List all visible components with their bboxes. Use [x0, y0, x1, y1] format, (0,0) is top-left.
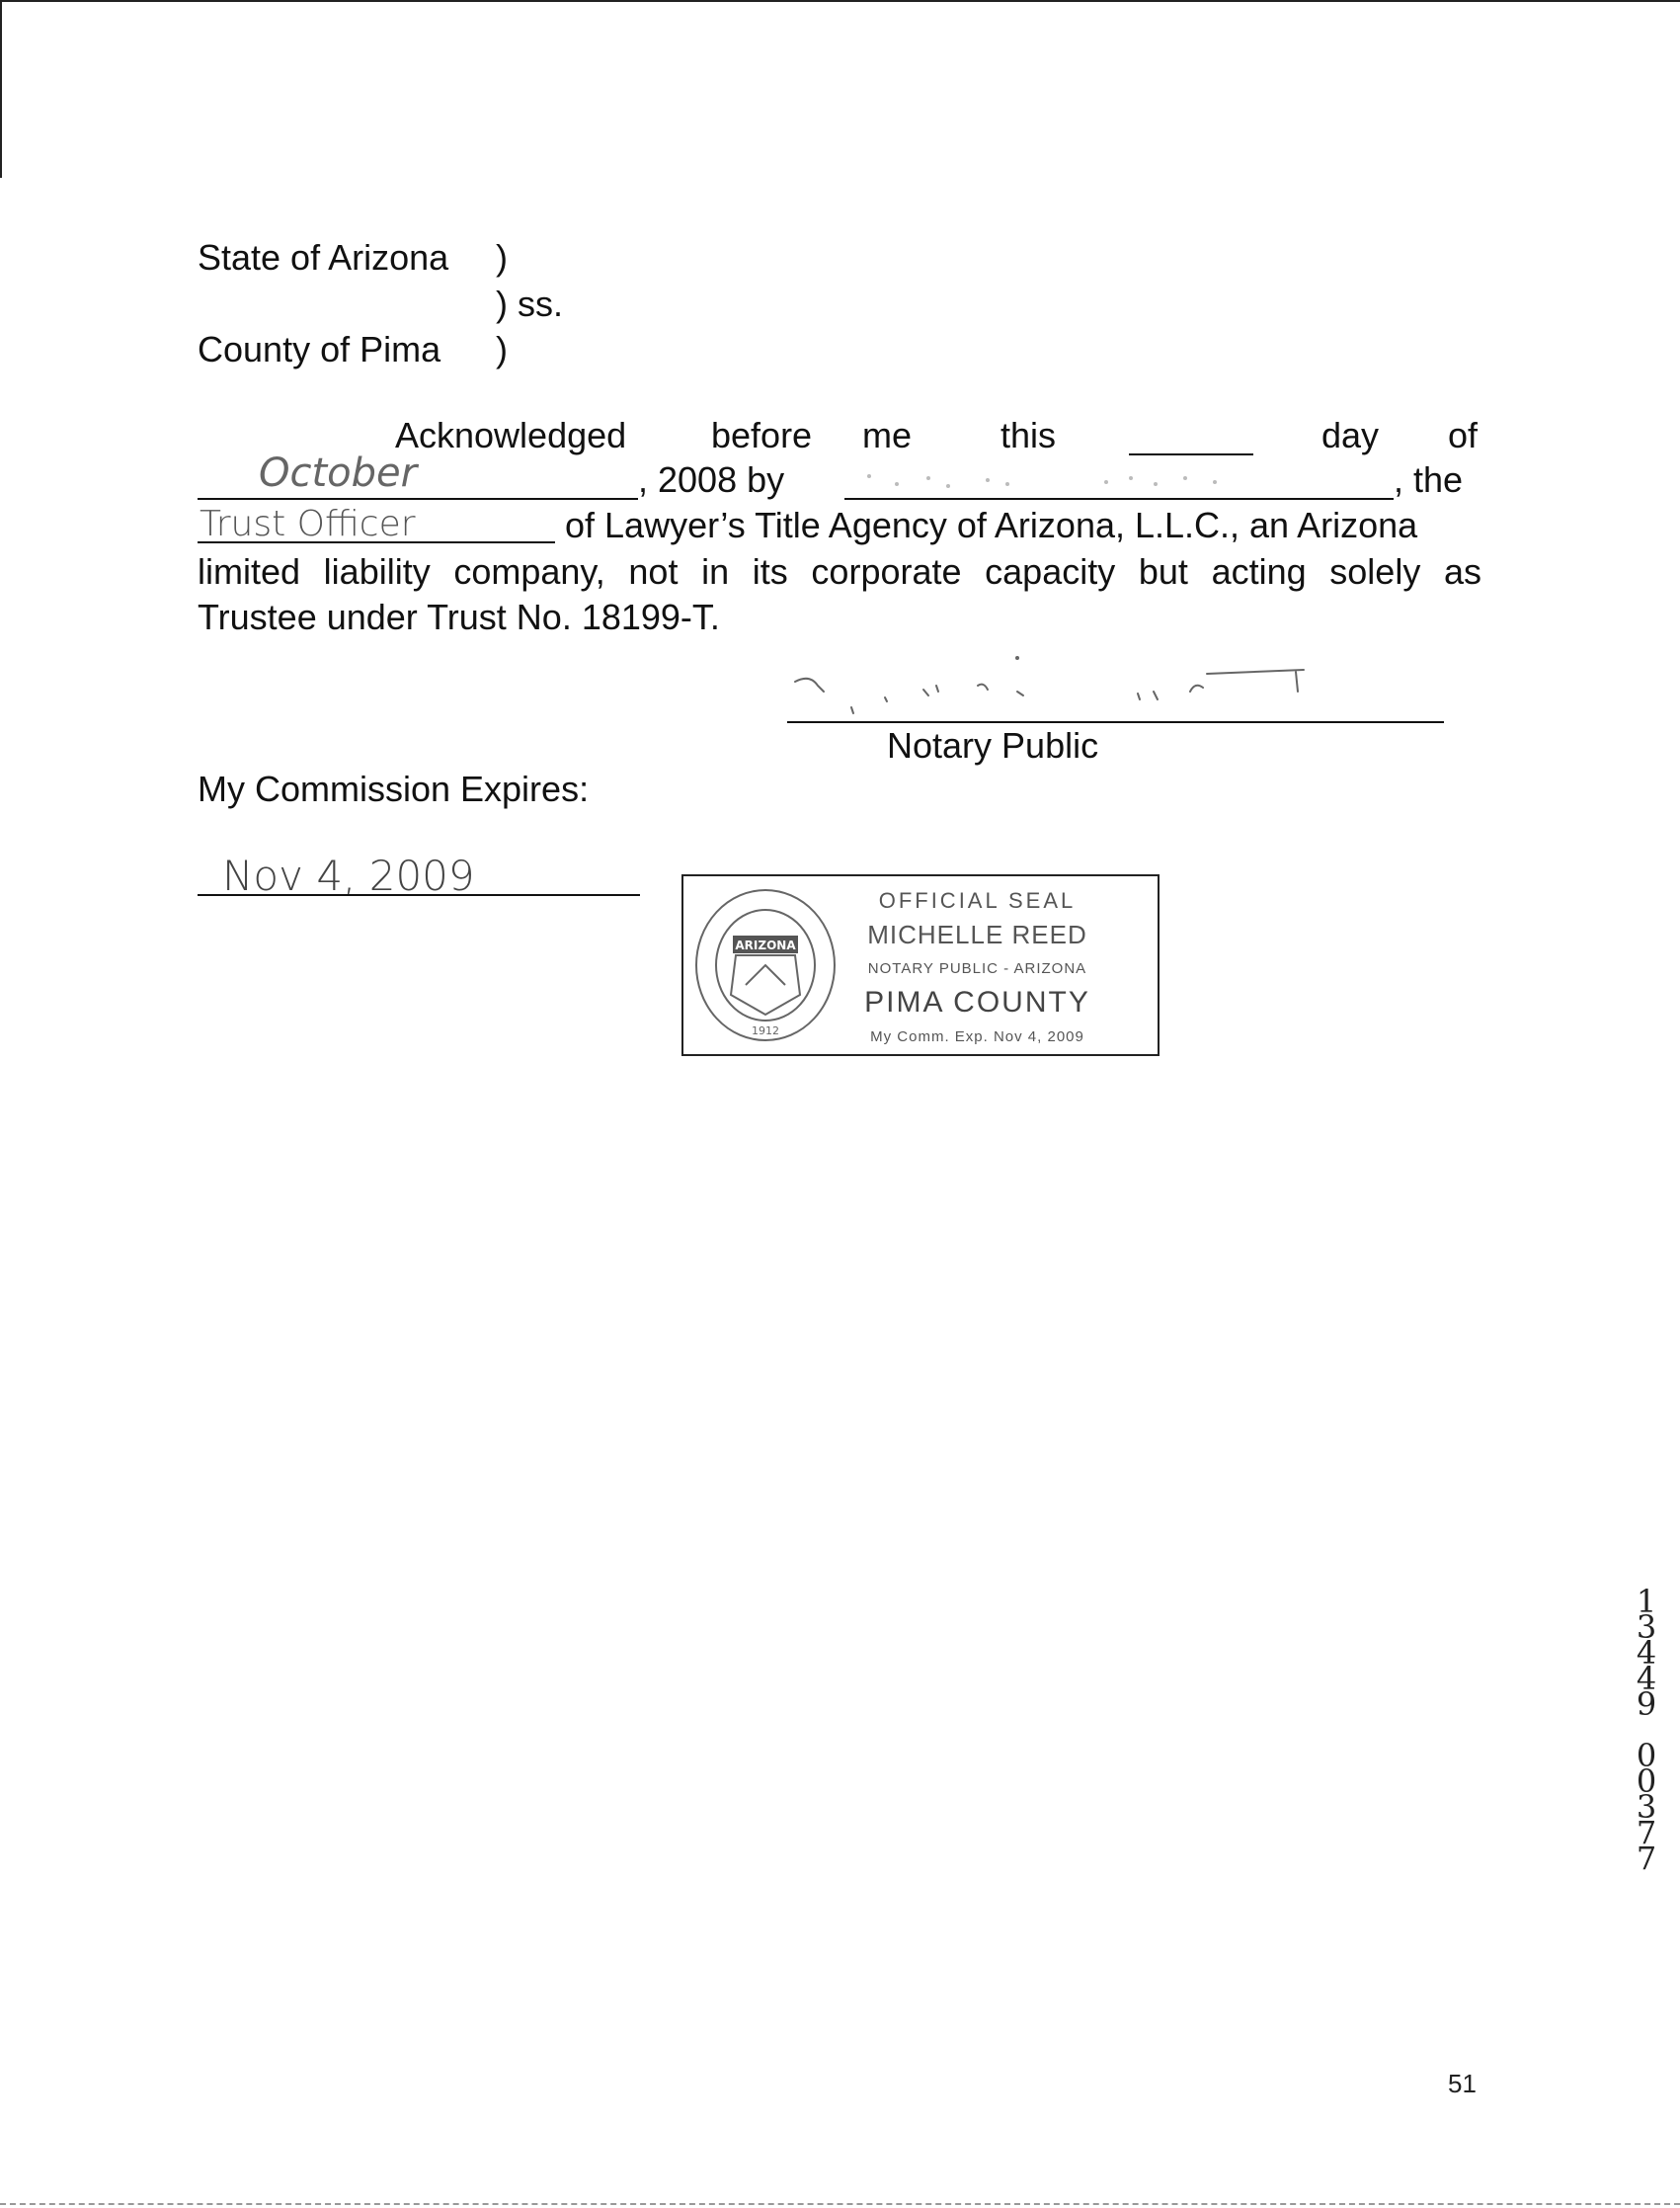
ack-line-5: Trustee under Trust No. 18199-T.	[198, 597, 720, 637]
page-left-border	[0, 0, 2, 178]
official-seal-stamp	[681, 874, 1160, 1056]
page-bottom-scan-edge	[0, 2203, 1680, 2205]
title-handwritten: Trust Officer	[200, 504, 416, 544]
county-label: County of Pima	[198, 329, 441, 369]
seal-year: 1912	[752, 1024, 779, 1037]
state-label: State of Arizona	[198, 237, 449, 278]
commission-date-handwritten: Nov 4, 2009	[222, 852, 475, 900]
commission-label: My Commission Expires:	[198, 769, 590, 809]
ack-word-of: of	[1448, 415, 1479, 455]
seal-line-official: OFFICIAL SEAL	[878, 888, 1077, 913]
ss-label: ) ss.	[496, 284, 563, 324]
page-top-border	[0, 0, 1680, 2]
month-handwritten: October	[259, 450, 418, 496]
ack-word-me: me	[862, 415, 913, 455]
ack-word-this: this	[1000, 415, 1057, 455]
recording-number: 1 3 4 4 9 0 0 3 7 7	[1636, 1583, 1657, 1877]
ack-word-acknowledged: Acknowledged	[395, 415, 627, 455]
name-blank-line	[844, 498, 1394, 500]
notary-signature	[790, 652, 1323, 721]
month-blank-line	[198, 498, 638, 500]
year-by-text: , 2008 by	[638, 459, 785, 500]
day-blank-line	[1129, 453, 1253, 455]
name-signature-faint	[859, 468, 1254, 494]
seal-emblem-text: ARIZONA	[735, 939, 796, 952]
venue-paren-1: )	[496, 237, 508, 278]
title-blank-line	[198, 541, 555, 543]
seal-line-county: PIMA COUNTY	[864, 986, 1090, 1019]
ack-line-3: of Lawyer’s Title Agency of Arizona, L.L.C., an Arizona	[565, 505, 1418, 545]
page-number: 51	[1448, 2069, 1477, 2098]
ack-line-4: limited liability company, not in its corporate capacity but acting solely as	[198, 551, 1481, 592]
the-text: , the	[1394, 459, 1464, 500]
seal-line-expiry: My Comm. Exp. Nov 4, 2009	[870, 1028, 1084, 1045]
seal-line-notary: NOTARY PUBLIC - ARIZONA	[867, 960, 1087, 977]
notary-signature-line	[787, 721, 1444, 723]
ack-word-before: before	[711, 415, 813, 455]
commission-date-line	[198, 894, 640, 896]
venue-paren-3: )	[496, 329, 508, 369]
seal-line-name: MICHELLE REED	[867, 920, 1087, 949]
notary-public-label: Notary Public	[887, 725, 1099, 766]
ack-word-day: day	[1321, 415, 1380, 455]
